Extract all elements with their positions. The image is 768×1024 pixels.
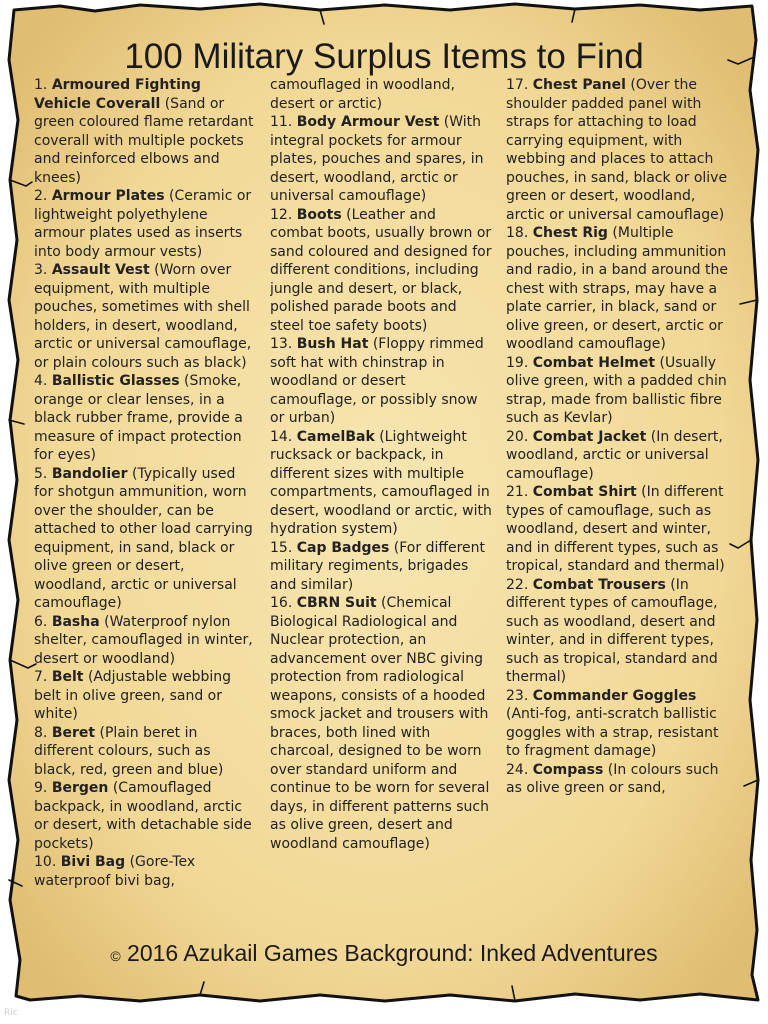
item-number: 19. [506,354,529,371]
item-description: (Camouflaged backpack, in woodland, arctic or desert, with detachable side pockets) [34,780,252,852]
item-name: Commander Goggles [532,687,697,704]
list-item [34,613,256,669]
list-item [506,687,734,761]
item-number: 7. [34,669,48,685]
list-item [506,224,734,354]
item-description: (Gore-Tex waterproof bivi bag, [34,854,196,889]
list-item [270,206,492,336]
list-item [270,113,492,206]
item-number: 6. [34,613,48,630]
item-number: 13. [270,336,293,352]
item-description: (Chemical Biological Radiological and Nuclear protection, an advancement over NBC giving protection from radiological weapons, consists of a hooded smock jacket and trousers with braces, both lined with charcoal, designed to be worn over standard uniform and continue to be worn for several days, in different patterns such as olive green, desert and woodland camouflage) [270,595,490,852]
item-number: 17. [506,77,529,93]
item-number: 11. [270,114,293,130]
item-name: Cap Badges [296,539,390,556]
item-name: Armoured Fighting Vehicle Coverall [34,77,201,112]
item-name: Chest Panel [532,77,626,93]
item-description: (Lightweight rucksack or backpack, in different sizes with multiple compartments, camouflaged in desert, woodland or arctic, with hydration system) [270,428,492,537]
items-column-3 [506,76,734,934]
item-description: (In different types of camouflage, such as woodland, desert and winter, and in different types, such as tropical, standard and thermal) [506,576,718,685]
corner-watermark: Ric [4,1008,18,1018]
item-name: CamelBak [296,428,375,445]
item-description: (Typically used for shotgun ammunition, worn over the shoulder, can be attached to other load carrying equipment, in sand, black or olive green or desert, woodland, arctic or universal camouflage) [34,465,253,611]
item-number: 8. [34,724,48,741]
item-description: (Floppy rimmed soft hat with chinstrap in woodland or desert camouflage, or possibly snow or urban) [270,336,484,426]
list-item [270,594,492,853]
item-name: Compass [532,761,604,778]
list-item [270,428,492,539]
item-name: CBRN Suit [296,595,377,611]
item-number: 3. [34,262,48,278]
item-name: Beret [51,724,96,741]
item-name: Bergen [51,780,109,796]
list-item [34,465,256,613]
item-name: Chest Rig [532,225,608,241]
item-number: 9. [34,780,48,796]
item-name: Bandolier [51,465,128,482]
item-number: 14. [270,428,293,445]
item-number: 24. [506,761,529,778]
item-name: Assault Vest [51,262,150,278]
list-item [34,668,256,724]
list-item [506,354,734,428]
item-name: Combat Helmet [532,354,656,371]
item-number: 1. [34,77,48,93]
list-item [34,261,256,372]
copyright-symbol: © [110,948,121,964]
item-description: (Anti-fog, anti-scratch ballistic goggles with a strap, resistant to fragment damage) [506,706,719,759]
list-item [34,372,256,465]
list-item [34,187,256,261]
list-item [34,724,256,780]
item-number: 22. [506,576,529,593]
item-description: (Plain beret in different colours, such as black, red, green and blue) [34,724,224,778]
item-description: (Usually olive green, with a padded chin strap, made from ballistic fibre such as Kevlar) [506,354,727,426]
item-description: (Worn over equipment, with multiple pouches, sometimes with shell holders, in desert, woodland, arctic or universal camouflage, or plain colours such as black) [34,262,252,371]
item-description: (With integral pockets for armour plates, pouches and spares, in desert, woodland, arctic or universal camouflage) [270,114,484,204]
page-title: 100 Military Surplus Items to Find [124,37,644,76]
item-number: 10. [34,854,57,870]
item-description: (Over the shoulder padded panel with straps for attaching to load carrying equipment, with webbing and places to attach pouches, in sand, black or olive green or desert, woodland, arctic or universal camouflage) [506,77,728,223]
item-number: 12. [270,206,293,223]
item-number: 4. [34,373,48,389]
item-description: (Ceramic or lightweight polyethylene armour plates used as inserts into body armour vests) [34,188,252,260]
list-item [270,539,492,595]
footer-credit [0,938,768,971]
item-number: 18. [506,225,529,241]
item-name: Combat Jacket [532,428,647,445]
item-number: 23. [506,687,529,704]
footer-text: 2016 Azukail Games Background: Inked Adventures [127,940,658,966]
item-number: 2. [34,188,48,204]
item-number: 21. [506,484,529,500]
list-item [270,76,492,113]
item-description: (For different military regiments, brigades and similar) [270,539,486,593]
item-name: Combat Shirt [532,484,637,500]
list-item [506,76,734,224]
item-name: Ballistic Glasses [51,373,180,389]
item-description: (Smoke, orange or clear lenses, in a black rubber frame, provide a measure of impact protection for eyes) [34,373,243,463]
item-name: Bivi Bag [60,854,126,870]
item-name: Combat Trousers [532,576,666,593]
items-column-2 [270,76,492,934]
list-item [270,335,492,428]
item-name: Body Armour Vest [296,114,440,130]
item-name: Belt [51,669,84,685]
item-number: 15. [270,539,293,556]
item-description: (In different types of camouflage, such as woodland, desert and winter, and in different types, such as tropical, standard and thermal) [506,484,725,574]
item-name: Armour Plates [51,188,165,204]
item-number: 20. [506,428,529,445]
item-number: 5. [34,465,48,482]
list-item [34,853,256,890]
list-item [506,428,734,484]
list-item [506,483,734,576]
item-number: 16. [270,595,293,611]
list-item [506,761,734,798]
item-description: (Adjustable webbing belt in olive green, sand or white) [34,669,232,722]
list-item [34,779,256,853]
item-description: (Multiple pouches, including ammunition and radio, in a band around the chest with straps, may have a plate carrier, in black, sand or olive green, or desert, arctic or woodland camouflage) [506,225,728,352]
item-description: (In colours such as olive green or sand, [506,761,719,796]
item-name: Basha [51,613,100,630]
items-column-1 [34,76,256,934]
list-item [506,576,734,687]
item-description: (Sand or green coloured flame retardant coverall with multiple pockets and reinforced elbows and knees) [34,95,254,186]
item-description: camouflaged in woodland, desert or arctic) [270,77,455,112]
item-name: Bush Hat [296,336,369,352]
item-description: (In desert, woodland, arctic or universal camouflage) [506,428,723,482]
item-description: (Leather and combat boots, usually brown or sand coloured and designed for different conditions, including jungle and desert, or black, polished parade boots and steel toe safety boots) [270,206,492,334]
item-description: (Waterproof nylon shelter, camouflaged in winter, desert or woodland) [34,613,253,667]
item-name: Boots [296,206,342,223]
list-item [34,76,256,187]
